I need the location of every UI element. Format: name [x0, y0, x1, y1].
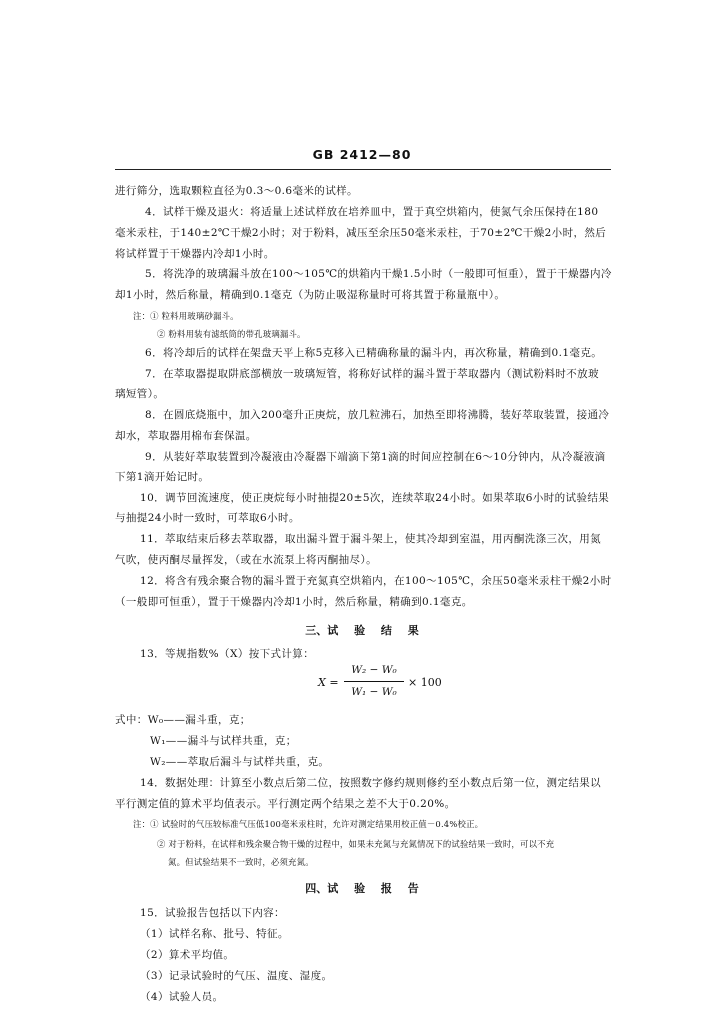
- text-line: 14．数据处理：计算至小数点后第二位，按照数字修约规则修约至小数点后第一位，测定结果以: [140, 777, 602, 789]
- text-line: 5．将洗净的玻璃漏斗放在100～105℃的烘箱内干燥1.5小时（一般即可恒重），置于干燥器内冷: [145, 268, 612, 280]
- text-line: 却1小时，然后称量，精确到0.1毫克（为防止吸湿称量时可将其置于称量瓶中）。: [115, 289, 506, 301]
- text-line: 气吹，使丙酮尽量挥发，（或在水流泵上将丙酮抽尽）。: [115, 554, 377, 566]
- text-line: 毫米汞柱，于140±2℃干燥2小时；对于粉料，减压至余压50毫米汞柱，于70±2℃干燥2小时，然后: [115, 227, 607, 239]
- section-title-report: 四、试 验 报 告: [305, 882, 419, 895]
- text-line: 12．将含有残余聚合物的漏斗置于充氮真空烘箱内，在100～105℃，余压50毫米汞柱干燥2小时: [140, 575, 612, 587]
- text-line: 下第1滴开始记时。: [115, 471, 210, 483]
- text-line: （一般即可恒重），置于干燥器内冷却1小时，然后称量，精确到0.1毫克。: [115, 596, 473, 608]
- text-line: W₁——漏斗与试样共重，克；: [150, 735, 297, 747]
- text-line: 13．等规指数%（X）按下式计算：: [140, 648, 315, 660]
- text-line: 却水，萃取器用棉布套保温。: [115, 430, 257, 442]
- list-item: （1）试样名称、批号、特征。: [140, 928, 289, 940]
- isotactic-index-formula: [318, 664, 478, 704]
- text-line: 进行筛分，选取颗粒直径为0.3～0.6毫米的试样。: [115, 185, 358, 197]
- text-line: 8．在圆底烧瓶中，加入200毫升正庚烷，放几粒沸石，加热至即将沸腾，装好萃取装置，接通冷: [145, 409, 610, 421]
- fraction-bar: [344, 681, 404, 682]
- formula-lhs: X =: [318, 676, 339, 689]
- section-title-results: 三、试 验 结 果: [305, 624, 419, 637]
- note-line: ② 对于粉料，在试样和残余聚合物干燥的过程中，如果未充氮与充氮情况下的试验结果一致时，可以不充: [157, 839, 555, 849]
- note-line: ② 粉料用装有滤纸筒的带孔玻璃漏斗。: [157, 329, 306, 339]
- text-line: 璃短管）。: [115, 388, 165, 400]
- formula-denominator: W₁ − W₀: [351, 686, 397, 698]
- text-line: 将试样置于干燥器内冷却1小时。: [115, 248, 275, 260]
- text-line: 6．将冷却后的试样在架盘天平上称5克移入已精确称量的漏斗内，再次称量，精确到0.1毫克。: [145, 347, 603, 359]
- text-line: 11．萃取结束后移去萃取器，取出漏斗置于漏斗架上，使其冷却到室温，用丙酮洗涤三次，用氮: [140, 533, 602, 545]
- text-line: 与抽提24小时一致时，可萃取6小时。: [115, 512, 300, 524]
- text-line: 9．从装好萃取装置到冷凝液由冷凝器下端滴下第1滴的时间应控制在6～10分钟内，从冷凝液滴: [145, 451, 606, 463]
- note-line: 注：① 试验时的气压较标准气压低100毫米汞柱时，允许对测定结果用校正值－0.4%校正。: [133, 819, 484, 829]
- standard-code-header: GB 2412—80: [312, 147, 412, 162]
- text-line: 10．调节回流速度，使正庚烷每小时抽提20±5次，连续萃取24小时。如果萃取6小时的试验结果: [140, 492, 610, 504]
- formula-numerator: W₂ − W₀: [351, 664, 397, 676]
- list-item: （4）试验人员。: [140, 991, 224, 1003]
- list-item: （3）记录试验时的气压、温度、湿度。: [140, 970, 333, 982]
- note-line: 注：① 粒料用玻璃砂漏斗。: [133, 311, 239, 321]
- header-rule: [115, 169, 611, 170]
- formula-rhs: × 100: [408, 676, 442, 689]
- text-line: W₂——萃取后漏斗与试样共重，克。: [150, 756, 330, 768]
- text-line: 7．在萃取器提取阱底部横放一玻璃短管，将称好试样的漏斗置于萃取器内（测试粉料时不放玻: [145, 368, 599, 380]
- text-line: 平行测定值的算术平均值表示。平行测定两个结果之差不大于0.20%。: [115, 798, 456, 810]
- text-line: 式中：W₀——漏斗重，克；: [115, 714, 251, 726]
- text-line: 4．试样干燥及退火：将适量上述试样放在培养皿中，置于真空烘箱内，使氮气余压保持在180: [145, 206, 599, 218]
- note-line: 氮。但试验结果不一致时，必须充氮。: [168, 857, 314, 867]
- list-item: （2）算术平均值。: [140, 949, 235, 961]
- text-line: 15．试验报告包括以下内容：: [140, 907, 285, 919]
